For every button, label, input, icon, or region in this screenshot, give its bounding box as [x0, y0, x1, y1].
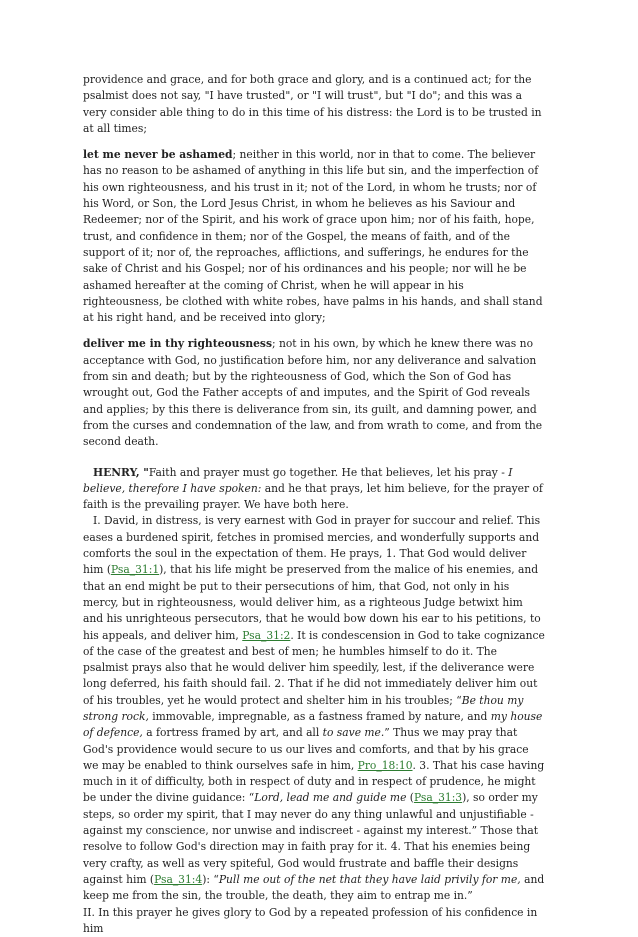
paragraph-text: II. In this prayer he gives glory to God by a repeated profession of his confidence in him	[83, 905, 538, 935]
paragraph-henry	[83, 465, 545, 514]
paragraph-deliver	[83, 336, 545, 450]
paragraph-text: ; not in his own, by which he knew there was no acceptance with God, no justification before him, nor any deliverance and salvation from sin and death; but by the righteousness of God, which the Son of God has wrought out, God the Father accepts of and imputes, and the Spirit of God reveals and applies; by this there is deliverance from sin, its guilt, and damning power, and from the curses and condemnation of the law, and from wrath to come, and from the second death.	[83, 337, 543, 449]
paragraph-text: . 3. That his case having much in it of difficulty, both in respect of duty and in respect of prudence, he might be under the divine guidance: “	[83, 758, 545, 805]
commentator-name: HENRY, "	[93, 465, 149, 479]
scripture-link-psa-31-2[interactable]: Psa_31:2	[242, 628, 291, 642]
paragraph-point-two	[83, 905, 545, 937]
paragraph-text: a fortress framed by art, and all	[142, 726, 323, 740]
italic-quote: my house of defence,	[83, 709, 543, 740]
paragraph-text: and keep me from the sin, the trouble, the death, they aim to entrap me in.”	[83, 872, 545, 903]
paragraph-text: ), so order my steps, so order my spirit, that I may never do any thing unlawful and unjustifiable - against my conscience, nor unwise and indiscreet - against my interest.” Those that resolve to follow God's direction may in faith pray for it. 4. That his enemies being very crafty, as well as very spiteful, God would frustrate and baffle their designs against him (	[83, 791, 539, 886]
scripture-link-psa-31-4[interactable]: Psa_31:4	[154, 872, 203, 886]
paragraph-text: I. David, in distress, is very earnest with God in prayer for succour and relief. This eases a burdened spirit, fetches in promised mercies, and wonderfully supports and comforts the soul in the expectation of them. He prays, 1. That God would deliver him (	[83, 514, 541, 577]
italic-quote: to save me.	[322, 726, 385, 740]
paragraph-text: immovable, impregnable, as a fastness framed by nature, and	[148, 709, 491, 723]
paragraph-providence	[83, 72, 545, 137]
paragraph-text: ” Thus we may pray that God's providence would secure to us our lives and comforts, and that by his grace we may be enabled to think ourselves safe in him,	[83, 726, 529, 772]
italic-quote: Pull me out of the net that they have laid privily for me,	[218, 872, 521, 886]
paragraph-text: ), that his life might be preserved from the malice of his enemies, and that an end might be put to their persecutions of him, that God, not only in his mercy, but in righteousness, would deliver him, as a righteous Judge betwixt him and his unrighteous persecutors, that he would bow down his ear to his petitions, to his appeals, and deliver him,	[83, 563, 541, 642]
scripture-link-pro-18-10[interactable]: Pro_18:10	[357, 758, 413, 772]
italic-quote: I believe, therefore I have spoken:	[83, 465, 513, 495]
paragraph-text: providence and grace, and for both grace and glory, and is a continued act; for the psalmist does not say, "I have trusted", or "I will trust", but "I do"; and this was a very consider able thing to do in this time of his distress: the Lord is to be trusted in at all times;	[83, 73, 542, 135]
paragraph-text: ; neither in this world, nor in that to come. The believer has no reason to be ashamed of anything in this life but sin, and the imperfection of his own righteousness, and his trust in it; not of the Lord, in whom he trusts; nor of his Word, or Son, the Lord Jesus Christ, in whom he believes as his Saviour and Redeemer; nor of the Spirit, and his work of grace upon him; nor of his faith, hope, trust, and confidence in them; nor of the Gospel, the means of faith, and of the support of it; nor of, the reproaches, afflictions, and sufferings, he endures for the sake of Christ and his Gospel; nor of his ordinances and his people; nor will he be ashamed hereafter at the coming of Christ, when he will appear in his righteousness, be clothed with white robes, have palms in his hands, and shall stand at his right hand, and be received into glory;	[83, 148, 543, 325]
paragraph-text: . It is condescension in God to take cognizance of the case of the greatest and best of men; he humbles himself to do it. The psalmist prays also that he would deliver him speedily, lest, if the deliverance were long deferred, his faith should fail. 2. That if he did not immediately deliver him out of his troubles, yet he would protect and shelter him in his troubles; “	[83, 628, 545, 707]
scripture-link-psa-31-1[interactable]: Psa_31:1	[111, 563, 160, 577]
paragraph-text: (	[406, 791, 414, 805]
verse-lead-bold: deliver me in thy righteousness	[83, 337, 272, 351]
document-page	[83, 72, 545, 937]
italic-quote: Lord, lead me and guide me	[254, 791, 407, 805]
paragraph-ashamed	[83, 147, 545, 326]
paragraph-text: ): “	[202, 872, 219, 886]
verse-lead-bold: let me never be ashamed	[83, 148, 233, 162]
italic-quote: Be thou my strong rock,	[83, 693, 524, 723]
scripture-link-psa-31-3[interactable]: Psa_31:3	[413, 791, 463, 805]
paragraph-text: and he that prays, let him believe, for the prayer of faith is the prevailing prayer. We have both here.	[83, 481, 543, 512]
paragraph-point-one	[83, 513, 545, 904]
paragraph-text: Faith and prayer must go together. He that believes, let his pray -	[148, 465, 509, 479]
